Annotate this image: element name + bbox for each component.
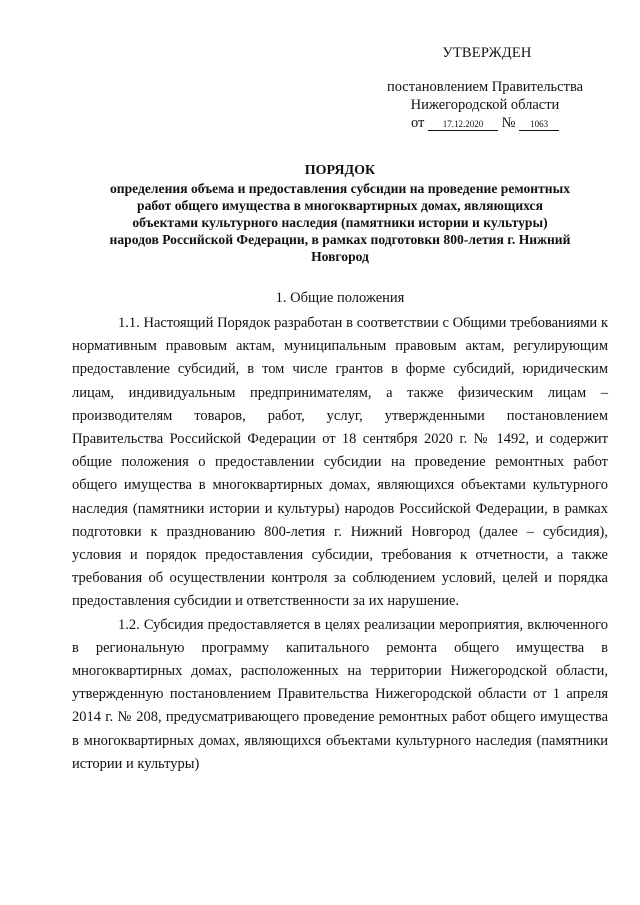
section-title: 1. Общие положения xyxy=(275,290,405,306)
approved-label: УТВЕРЖДЕН xyxy=(442,45,532,61)
resolution-number: 1063 xyxy=(519,118,559,131)
from-label: от xyxy=(410,115,425,131)
title-line-4: народов Российской Федерации, в рамках подготовки 800-летия г. Нижний xyxy=(109,232,571,247)
resolution-date: 17.12.2020 xyxy=(428,118,498,131)
resolution-date-line xyxy=(360,114,610,132)
resolution-line-1: постановлением Правительства xyxy=(386,79,584,95)
paragraph-1-2: 1.2. Субсидия предоставляется в целях реализации мероприятия, включенного в региональную программу капитального ремонта общего имущества в многоквартирных домах, расположенных на территории Нижегородской области, утвержденную постановлением Правительства Нижегородской области от 1 апреля 2014 г. № 208, предусматривающего проведение ремонтных работ общего имущества в многоквартирных домах, являющихся объектами культурного наследия (памятники истории и культуры) xyxy=(72,616,608,772)
resolution-line-2: Нижегородской области xyxy=(410,97,560,113)
document-body xyxy=(72,312,608,776)
document-title xyxy=(70,162,610,265)
number-label: № xyxy=(501,115,516,131)
title-line-1: определения объема и предоставления субсидии на проведение ремонтных xyxy=(109,181,571,196)
title-line-2: работ общего имущества в многоквартирных домах, являющихся xyxy=(137,198,543,213)
title-line-5: Новгород xyxy=(311,249,369,264)
approval-stamp xyxy=(360,44,610,132)
title-heading: ПОРЯДОК xyxy=(304,163,376,178)
paragraph-1-1: 1.1. Настоящий Порядок разработан в соответствии с Общими требованиями к нормативным правовым актам, муниципальным правовым актам, регулирующим предоставление субсидий, в том числе грантов в форме субсидий, юридическим лицам, индивидуальным предпринимателям, а также физическим лицам – производителям товаров, работ, услуг, утвержденными постановлением Правительства Российской Федерации от 18 сентября 2020 г. № 1492, и содержит общие положения о предоставлении субсидии на проведение ремонтных работ общего имущества в многоквартирных домах, являющихся объектами культурного наследия (памятники истории и культуры) народов Российской Федерации, в рамках подготовки к празднованию 800-летия г. Нижний Новгород (далее – субсидия), условия и порядок предоставления субсидии, требования к отчетности, а также требования об осуществлении контроля за соблюдением условий, целей и порядка предоставления субсидии и ответственности за их нарушение. xyxy=(72,315,608,610)
title-line-3: объектами культурного наследия (памятники истории и культуры) xyxy=(132,215,548,230)
